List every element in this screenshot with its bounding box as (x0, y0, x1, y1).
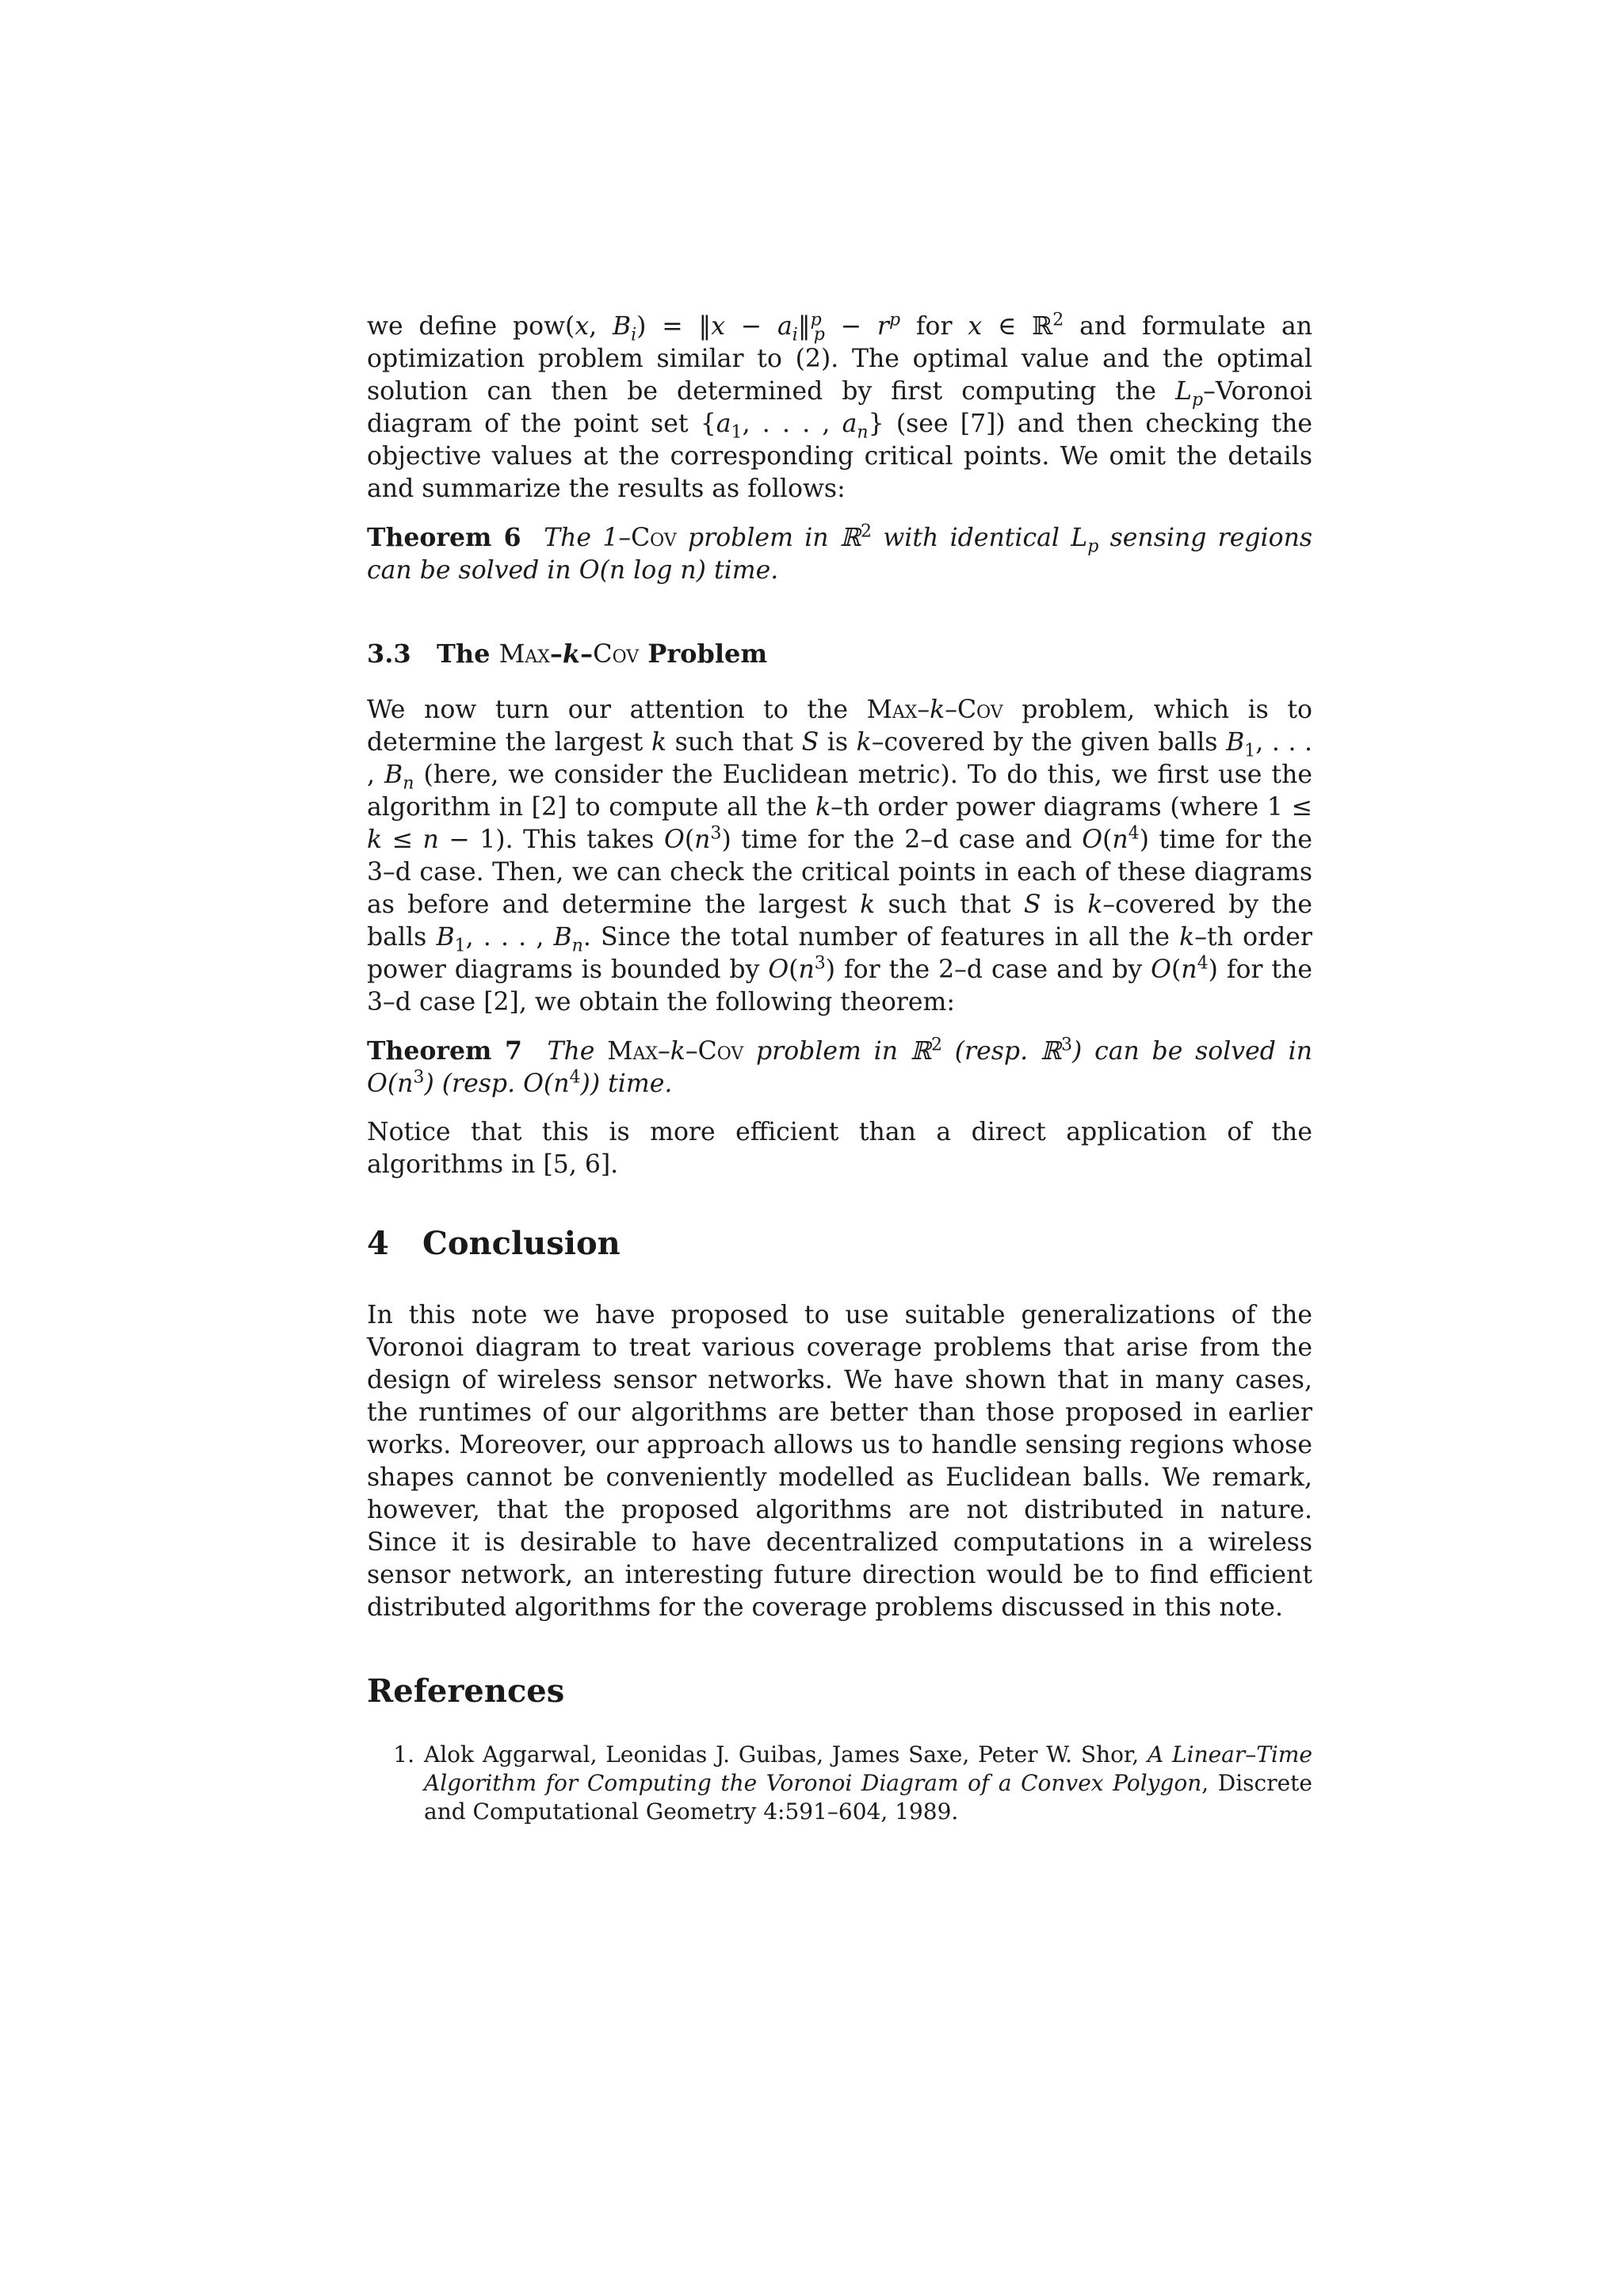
theorem-6: Theorem 6 The 1–Cov problem in ℝ$^2$ with identical $L_p$ sensing regions can be solved in O(n log n) time. (367, 521, 1313, 585)
references-section (367, 1672, 1313, 1826)
reference-item: 1. Alok Aggarwal, Leonidas J. Guibas, James Saxe, Peter W. Shor, A Linear–Time Algorithm for Computing the Voronoi Diagram of a Convex Polygon, Discrete and Computational Geometry 4:591–604, 1989. (393, 1741, 1313, 1825)
section-3-3-heading: 3.3 The Max–k–Cov Problem (367, 639, 768, 669)
paragraph-efficiency-note: Notice that this is more efficient than a direct application of the algorithms in [5, 6]. (367, 1118, 1312, 1179)
paragraph-power-definition: we define pow(x, $B_i$) = ‖x − $a_i‖^p_p - r^p$ for x ∈ ℝ$^2$ and formulate an optimization problem similar to (2). The optimal value and the optimal solution can then be determined by first computing the $L_p$–Voronoi diagram of the point set {$a_1$, . . . , $a_n$} (see [7]) and then checking the objective values at the corresponding critical points. We omit the details and summarize the results as follows: (367, 310, 1313, 503)
paragraph-conclusion: In this note we have proposed to use suitable generalizations of the Voronoi diagram to treat various coverage problems that arise from the design of wireless sensor networks. We have shown that in many cases, the runtimes of our algorithms are better than those proposed in earlier works. Moreover, our approach allows us to handle sensing regions whose shapes cannot be conveniently modelled as Euclidean balls. We remark, however, that the proposed algorithms are not distributed in nature. Since it is desirable to have decentralized computations in a wireless sensor network, an interesting future direction would be to find efficient distributed algorithms for the coverage problems discussed in this note. (367, 1301, 1312, 1622)
section-4-heading: 4 Conclusion (367, 1225, 621, 1262)
text-column (367, 311, 1312, 1826)
paragraph-max-k-cov: We now turn our attention to the Max–k–Cov problem, which is to determine the largest k such that S is k–covered by the given balls $B_1$, . . . , $B_n$ (here, we consider the Euclidean metric). To do this, we first use the algorithm in [2] to compute all the k–th order power diagrams (where 1 ≤ k ≤ n − 1). This takes $O(n^3)$ time for the 2–d case and $O(n^4)$ time for the 3–d case. Then, we can check the critical points in each of these diagrams as before and determine the largest k such that S is k–covered by the balls $B_1$, . . . , $B_n$. Since the total number of features in all the k–th order power diagrams is bounded by $O(n^3)$ for the 2–d case and by $O(n^4)$ for the 3–d case [2], we obtain the following theorem: (367, 696, 1313, 1016)
theorem-7: Theorem 7 The Max–k–Cov problem in ℝ$^2$ (resp. ℝ$^3$) can be solved in $O(n^3)$ (resp. $O(n^4)$) time. (367, 1035, 1313, 1098)
references-heading: References (367, 1672, 565, 1710)
